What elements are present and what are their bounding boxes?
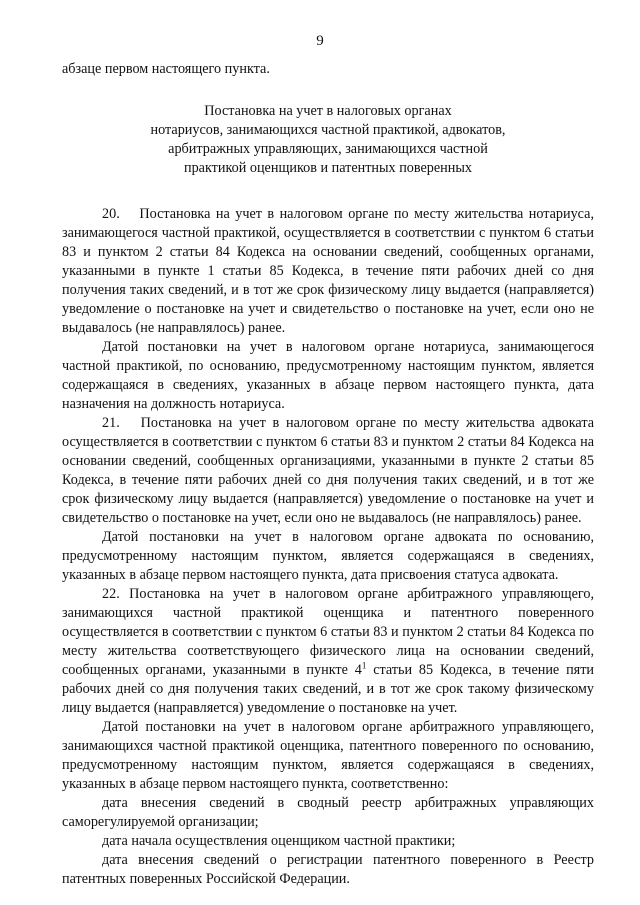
superscript: 1 bbox=[361, 660, 367, 671]
heading-line: арбитражных управляющих, занимающихся частной bbox=[168, 141, 488, 157]
continuation-line: абзаце первом настоящего пункта. bbox=[62, 61, 270, 77]
document-body bbox=[62, 60, 594, 889]
section-heading bbox=[62, 102, 594, 178]
paragraph-22-item-3: дата внесения сведений о регистрации патентного поверенного в Реестр патентных поверенных Российской Федерации. bbox=[62, 852, 594, 887]
paragraph-22 bbox=[62, 585, 594, 718]
heading-line: практикой оценщиков и патентных поверенных bbox=[183, 160, 472, 176]
paragraph-22-item-2: дата начала осуществления оценщиком частной практики; bbox=[102, 833, 456, 849]
heading-line: нотариусов, занимающихся частной практикой, адвокатов, bbox=[150, 122, 506, 138]
paragraph-20-date: Датой постановки на учет в налоговом органе нотариуса, занимающегося частной практикой, по основанию, предусмотренному настоящим пунктом, является содержащаяся в сведениях, указанных в абзаце первом настоящего пункта, дата назначения на должность нотариуса. bbox=[62, 339, 594, 412]
heading-line: Постановка на учет в налоговых органах bbox=[204, 103, 452, 119]
page-number: 9 bbox=[316, 33, 324, 49]
paragraph-22-text-cont: статьи 85 Кодекса, в течение пяти рабочих дней со дня получения таких сведений, и в тот же срок такому физическому лицу выдается (направляется) уведомление о постановке на учет. bbox=[62, 662, 594, 716]
paragraph-21-date: Датой постановки на учет в налоговом органе адвоката по основанию, предусмотренному настоящим пунктом, является содержащаяся в сведениях, указанных в абзаце первом настоящего пункта, дата присвоения статуса адвоката. bbox=[62, 529, 594, 583]
paragraph-22-item-1: дата внесения сведений в сводный реестр арбитражных управляющих саморегулируемой организации; bbox=[62, 795, 594, 830]
paragraph-22-date: Датой постановки на учет в налоговом органе арбитражного управляющего, занимающихся частной практикой оценщика, патентного поверенного по основанию, предусмотренному настоящим пунктом, является содержащаяся в сведениях, указанных в абзаце первом настоящего пункта, соответственно: bbox=[62, 719, 594, 792]
paragraph-22-text: 22. Постановка на учет в налоговом органе арбитражного управляющего, занимающихся частной практикой оценщика и патентного поверенного осуществляется в соответствии с пунктом 6 статьи 83 и пунктом 2 статьи 84 Кодекса по месту жительства соответствующего физического лица на основании сведений, сообщенных органами, указанными в пункте 4 bbox=[62, 586, 594, 678]
paragraph-21: 21. Постановка на учет в налоговом органе по месту жительства адвоката осуществляется в соответствии с пунктом 6 статьи 83 и пунктом 2 статьи 84 Кодекса на основании сведений, сообщенных организациями, указанными в пункте 2 статьи 85 Кодекса, в течение пяти рабочих дней со дня получения таких сведений, и в тот же срок физическому лицу выдается (направляется) уведомление о постановке на учет и свидетельство о постановке на учет, если оно не выдавалось (не направлялось) ранее. bbox=[62, 415, 594, 526]
paragraph-20: 20. Постановка на учет в налоговом органе по месту жительства нотариуса, занимающегося частной практикой, осуществляется в соответствии с пунктом 6 статьи 83 и пунктом 2 статьи 84 Кодекса на основании сведений, сообщенных органами, указанными в пункте 1 статьи 85 Кодекса, в течение пяти рабочих дней со дня получения таких сведений, и в тот же срок физическому лицу выдается (направляется) уведомление о постановке на учет и свидетельство о постановке на учет, если оно не выдавалось (не направлялось) ранее. bbox=[62, 206, 594, 336]
